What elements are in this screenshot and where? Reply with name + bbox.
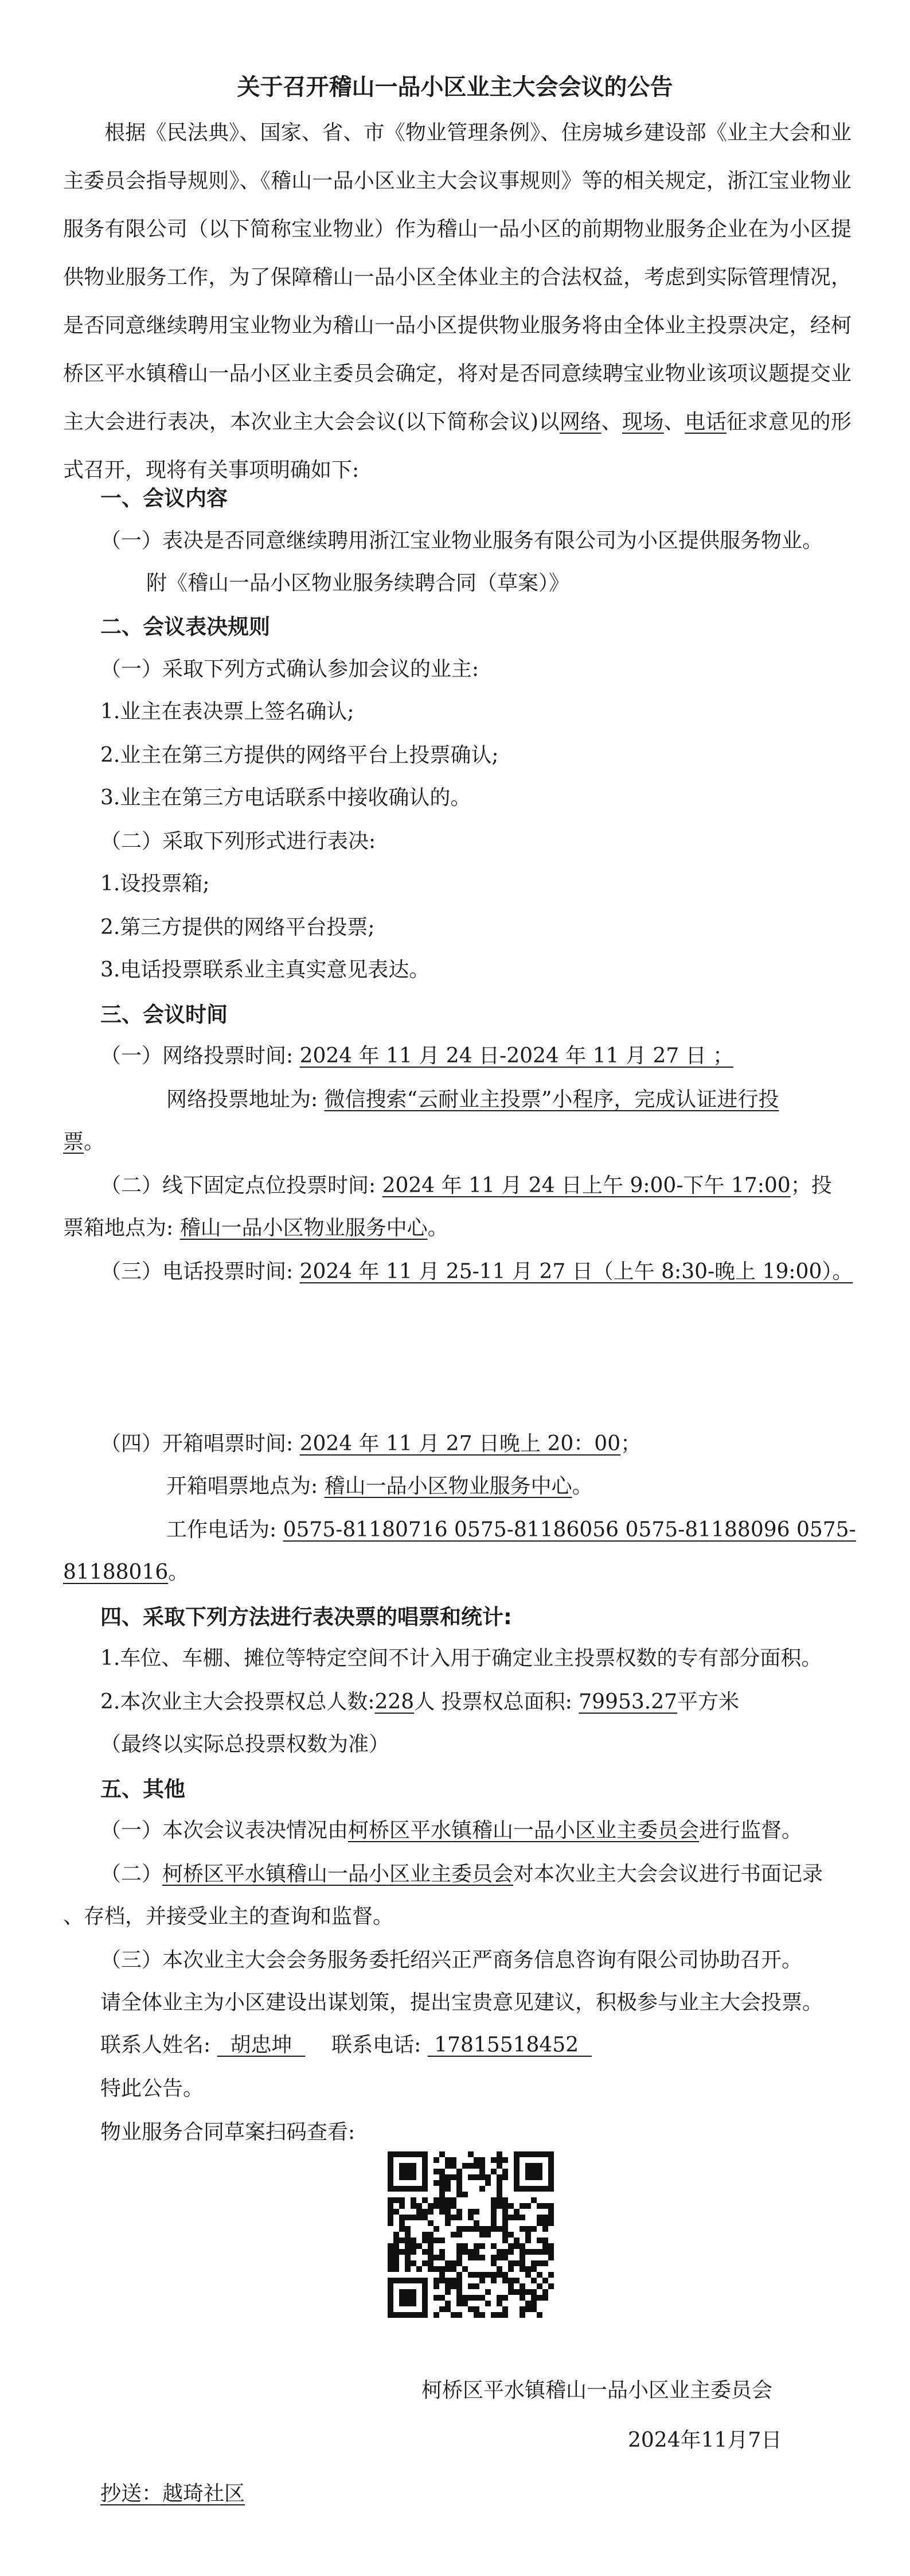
contact-phone-label: 联系电话: [331, 2033, 421, 2057]
method-onsite: 现场 [622, 410, 664, 434]
onsite-vote-time [100, 1169, 832, 1198]
total-area-value: 79953.27 [579, 1690, 678, 1714]
period: 。 [427, 1216, 448, 1240]
committee-name: 柯桥区平水镇稽山一品小区业主委员会 [162, 1862, 514, 1886]
online-vote-time-label: （一）网络投票时间: [100, 1044, 294, 1068]
committee-name: 柯桥区平水镇稽山一品小区业主委员会 [348, 1819, 700, 1842]
rule-a-2: 2.业主在第三方提供的网络平台上投票确认; [100, 744, 499, 767]
section-3-heading: 三、会议时间 [100, 1002, 228, 1027]
separator: 、 [601, 410, 623, 434]
online-vote-address [166, 1083, 779, 1112]
phone-vote-time [100, 1255, 853, 1285]
other-item-2-prefix: （二） [100, 1862, 163, 1886]
work-phone [166, 1513, 856, 1543]
work-phone-value-cont: 81188016 [63, 1561, 169, 1584]
count-time [100, 1427, 641, 1457]
signature-date: 2024年11月7日 [628, 2429, 782, 2452]
count-location-label: 开箱唱票地点为: [166, 1474, 318, 1498]
rule-b-3: 3.电话投票联系业主真实意见表达。 [100, 958, 430, 982]
count-rule-1: 1.车位、车棚、摊位等特定空间不计入用于确定业主投票权数的专有部分面积。 [100, 1647, 822, 1670]
qr-caption: 物业服务合同草案扫码查看: [100, 2120, 356, 2144]
period: 。 [84, 1130, 105, 1154]
onsite-vote-time-label: （二）线下固定点位投票时间: [100, 1174, 376, 1197]
separator: 、 [663, 410, 685, 434]
count-location [166, 1470, 593, 1499]
section-5-heading: 五、其他 [100, 1777, 185, 1801]
section-2-heading: 二、会议表决规则 [100, 614, 270, 639]
ballot-box-location-value: 稽山一品小区物业服务中心 [179, 1216, 428, 1240]
total-area-label: 人 投票权总面积: [414, 1690, 572, 1714]
online-vote-time [100, 1040, 733, 1069]
count-note: （最终以实际总投票权数为准） [100, 1733, 390, 1756]
contact-name-label: 联系人姓名: [100, 2033, 211, 2057]
other-item-1-end: 进行监督。 [699, 1819, 803, 1842]
total-voters-value: 228 [374, 1690, 415, 1714]
other-item-2 [100, 1858, 823, 1887]
onsite-vote-time-value: 2024 年 11 月 24 日上午 9:00-下午 17:00 [382, 1174, 791, 1197]
ballot-box-location [63, 1212, 448, 1241]
online-vote-address-cont [63, 1126, 104, 1155]
other-item-2-cont: 、存档，并接受业主的查询和监督。 [63, 1905, 394, 1928]
contact-phone-value: 17815518452 [427, 2033, 592, 2057]
count-time-label: （四）开箱唱票时间: [100, 1432, 294, 1456]
document-title: 关于召开稽山一品小区业主大会会议的公告 [237, 74, 673, 100]
intro-text: 根据《民法典》、国家、省、市《物业管理条例》、住房城乡建设部《业主大会和业主委员会指导规则》、《稽山一品小区业主大会议事规则》等的相关规定，浙江宝业物业服务有限公司（以下简称宝业物业）作为稽山一品小区的前期物业服务企业在为小区提供物业服务工作，为了保障稽山一品小区全体业主的合法权益，考虑到实际管理情况，是否同意继续聘用宝业物业为稽山一品小区提供物业服务将由全体业主投票决定，经柯桥区平水镇稽山一品小区业主委员会确定，将对是否同意续聘宝业物业该项议题提交业主大会进行表决，本次业主大会会议(以下简称会议)以 [63, 121, 852, 434]
section-1-item: （一）表决是否同意继续聘用浙江宝业物业服务有限公司为小区提供服务物业。 [100, 529, 823, 552]
rule-b: （二）采取下列形式进行表决: [100, 830, 376, 853]
semicolon: ； [620, 1432, 642, 1456]
period: 。 [168, 1561, 189, 1584]
work-phone-cont [63, 1556, 189, 1585]
total-voters-label: 2.本次业主大会投票权总人数: [100, 1690, 375, 1714]
method-network: 网络 [559, 410, 602, 434]
count-rule-2 [100, 1686, 739, 1715]
section-1-heading: 一、会议内容 [100, 486, 228, 511]
count-location-value: 稽山一品小区物业服务中心 [324, 1474, 572, 1498]
signature-org: 柯桥区平水镇稽山一品小区业主委员会 [421, 2379, 773, 2402]
other-item-1 [100, 1814, 802, 1843]
appeal: 请全体业主为小区建设出谋划策，提出宝贵意见建议，积极参与业主大会投票。 [100, 1991, 823, 2014]
rule-a-3: 3.业主在第三方电话联系中接收确认的。 [100, 786, 471, 810]
intro-text-end: 征求意见的形式召开，现将有关事项明确如下: [63, 410, 852, 482]
phone-vote-time-value: 2024 年 11 月 25-11 月 27 日（上午 8:30-晚上 19:00）。 [299, 1260, 853, 1283]
closing-notice: 特此公告。 [100, 2077, 204, 2100]
section-4-heading: 四、采取下列方法进行表决票的唱票和统计: [100, 1605, 512, 1629]
online-vote-address-value: 微信搜索“云耐业主投票”小程序，完成认证进行投 [324, 1088, 779, 1111]
other-item-1-text: （一）本次会议表决情况由 [100, 1819, 349, 1842]
section-1-attachment: 附《稽山一品小区物业服务续聘合同（草案）》 [146, 571, 570, 595]
rule-b-1: 1.设投票箱; [100, 872, 210, 896]
ballot-box-location-label: 票箱地点为: [63, 1216, 174, 1240]
online-vote-time-value: 2024 年 11 月 24 日-2024 年 11 月 27 日 ； [299, 1044, 734, 1068]
work-phone-label: 工作电话为: [166, 1518, 277, 1542]
rule-a-1: 1.业主在表决票上签名确认; [100, 700, 354, 723]
period: 。 [572, 1474, 593, 1498]
area-unit: 平方米 [677, 1690, 740, 1714]
onsite-vote-time-tail: ；投 [790, 1174, 832, 1197]
method-phone: 电话 [685, 410, 727, 434]
cc-line: 抄送：越琦社区 [100, 2482, 245, 2505]
rule-a: （一）采取下列方式确认参加会议的业主: [100, 657, 479, 681]
qr-code [388, 2151, 554, 2318]
other-item-3: （三）本次业主大会会务服务委托绍兴正严商务信息咨询有限公司协助召开。 [100, 1948, 803, 1972]
intro-paragraph [63, 109, 852, 495]
contact-line [100, 2029, 592, 2058]
other-item-2-text: 对本次业主大会会议进行书面记录 [513, 1862, 823, 1886]
count-time-value: 2024 年 11 月 27 日晚上 20：00 [299, 1432, 621, 1456]
phone-vote-time-label: （三）电话投票时间: [100, 1260, 294, 1283]
contact-name-value: 胡忠坤 [217, 2033, 306, 2057]
rule-b-2: 2.第三方提供的网络平台投票; [100, 916, 375, 939]
online-vote-address-label: 网络投票地址为: [166, 1088, 318, 1111]
online-vote-address-value-cont: 票 [63, 1130, 84, 1154]
work-phone-value: 0575-81180716 0575-81186056 0575-81188096 0575- [283, 1518, 856, 1542]
